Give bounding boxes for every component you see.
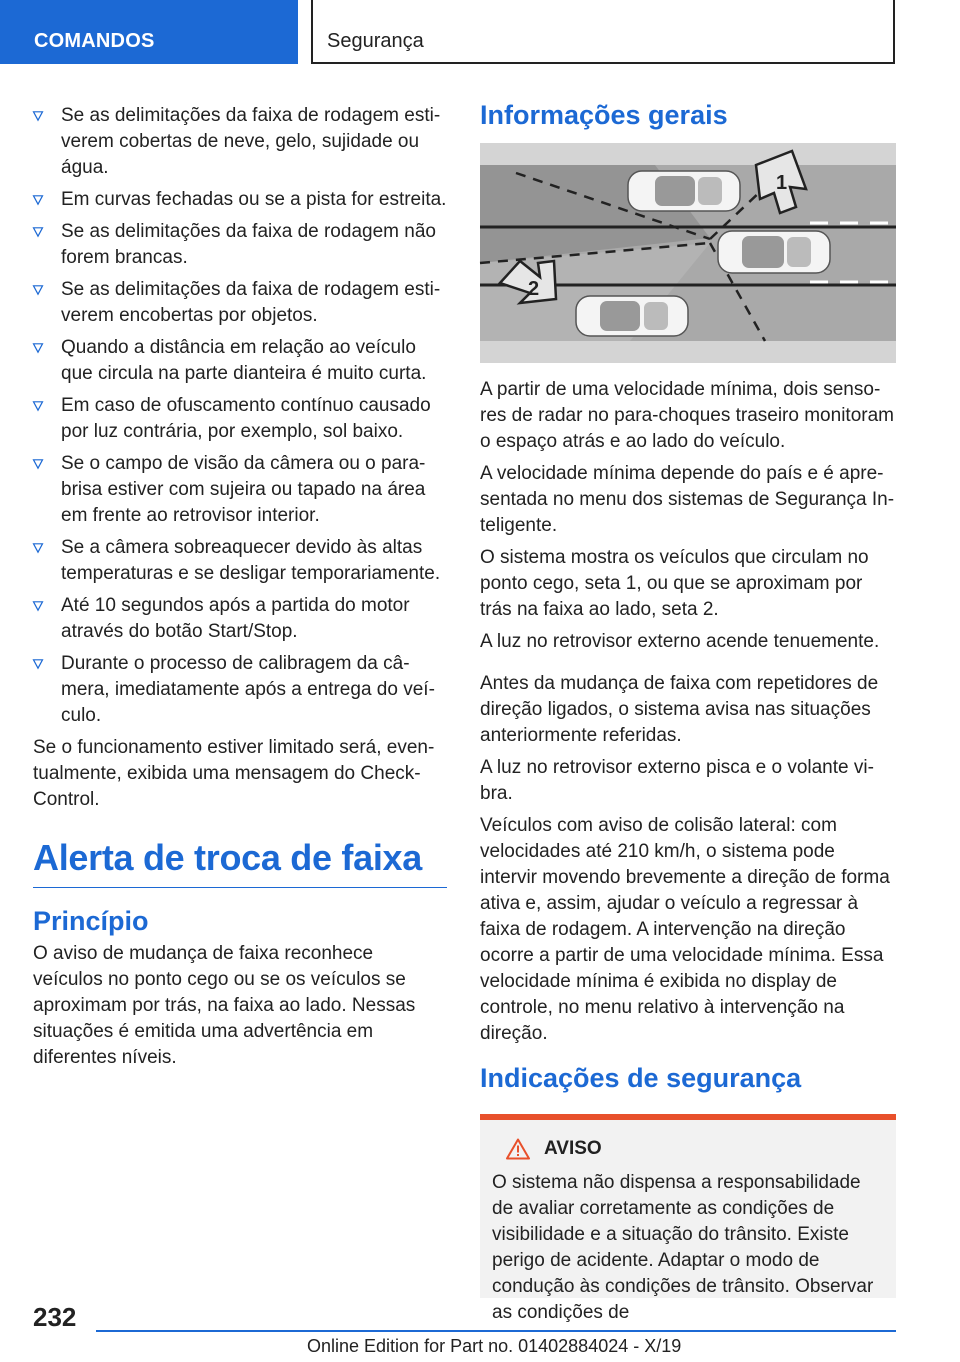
left-column [33,103,447,1077]
section-title: Alerta de troca de faixa [33,837,447,888]
chapter-header [311,0,895,64]
lane-change-illustration [480,143,896,363]
list-item: Se o campo de visão da câmera ou o para-brisa estiver com sujeira ou tapado na área em frente ao retrovisor interior. [33,451,447,529]
paragraph: A luz no retrovisor externo acende tenuemente. [480,631,880,652]
warning-box [480,1114,896,1323]
right-column [480,100,896,1323]
limited-note: Se o funcionamento estiver limitado será, eventualmente, exibida uma mensagem do Check-Control. [33,737,435,810]
limitation-list [33,103,447,729]
footer-divider [96,1330,896,1332]
section-label: COMANDOS [34,30,155,52]
arrow-2-label: 2 [528,278,540,300]
warning-text: O sistema não dispensa a responsabilidade de avaliar corretamente as condições de visibilidade e a situação do trânsito. Existe perigo de acidente. Adaptar o modo de condução às condições de trânsito. Observar as condições de [492,1172,874,1323]
paragraph: A velocidade mínima depende do país e é apresentada no menu dos sistemas de Segurança Inteligente. [480,463,895,536]
paragraph: Antes da mudança de faixa com repetidores de direção ligados, o sistema avisa nas situações anteriormente referidas. [480,673,879,746]
paragraph: Veículos com aviso de colisão lateral: com velocidades até 210 km/h, o sistema pode intervir movendo brevemente a direção de forma ativa e, assim, ajudar o veículo a regressar à faixa de rodagem. A intervenção na direção ocorre a partir de uma velocidade mínima. Essa velocidade mínima é exibida no display de controle, no menu relativo à intervenção na direção. [480,815,890,1044]
bullet-triangle-icon [33,459,43,469]
list-item: Quando a distância em relação ao veículo que circula na parte dianteira é muito curta. [33,335,447,387]
list-item: Se as delimitações da faixa de rodagem estiverem cobertas de neve, gelo, sujidade ou água. [33,103,447,181]
list-item: Se as delimitações da faixa de rodagem não forem brancas. [33,219,447,271]
paragraph: A partir de uma velocidade mínima, dois sensores de radar no para-choques traseiro monitoram o espaço atrás e ao lado do veículo. [480,379,894,452]
bullet-triangle-icon [33,659,43,669]
safety-title: Indicações de segurança [480,1063,802,1093]
warning-triangle-icon [506,1138,530,1160]
bullet-triangle-icon [33,285,43,295]
bullet-triangle-icon [33,543,43,553]
road-diagram [480,143,896,363]
warning-label: AVISO [544,1138,602,1159]
footer-edition: Online Edition for Part no. 01402884024 - X/19 [307,1336,682,1356]
car-icon [628,171,740,211]
list-item: Em caso de ofuscamento contínuo causado por luz contrária, por exemplo, sol baixo. [33,393,447,445]
paragraph: A luz no retrovisor externo pisca e o volante vibra. [480,757,874,804]
warning-header [492,1138,884,1160]
bullet-triangle-icon [33,343,43,353]
list-item: Em curvas fechadas ou se a pista for estreita. [33,187,447,213]
list-item: Se a câmera sobreaquecer devido às altas temperaturas e se desligar temporariamente. [33,535,447,587]
chapter-label: Segurança [327,30,424,52]
arrow-1-label: 1 [776,172,788,194]
general-info-body [480,377,896,1047]
bullet-triangle-icon [33,401,43,411]
page-number: 232 [33,1302,77,1332]
car-icon [576,296,688,336]
bullet-triangle-icon [33,227,43,237]
bullet-triangle-icon [33,111,43,121]
principle-text: O aviso de mudança de faixa reconhece veículos no ponto cego ou se os veículos se aproximam por trás, na faixa ao lado. Nessas situações é emitida uma advertência em diferentes níveis. [33,943,416,1068]
paragraph: O sistema mostra os veículos que circulam no ponto cego, seta 1, ou que se aproximam por trás na faixa ao lado, seta 2. [480,547,869,620]
principle-title: Princípio [33,906,149,936]
car-icon [718,231,830,273]
general-info-title: Informações gerais [480,100,728,130]
bullet-triangle-icon [33,195,43,205]
list-item: Se as delimitações da faixa de rodagem estiverem encobertas por objetos. [33,277,447,329]
list-item: Durante o processo de calibragem da câmera, imediatamente após a entrega do veículo. [33,651,447,729]
section-tab [0,0,298,64]
list-item: Até 10 segundos após a partida do motor através do botão Start/Stop. [33,593,447,645]
bullet-triangle-icon [33,601,43,611]
